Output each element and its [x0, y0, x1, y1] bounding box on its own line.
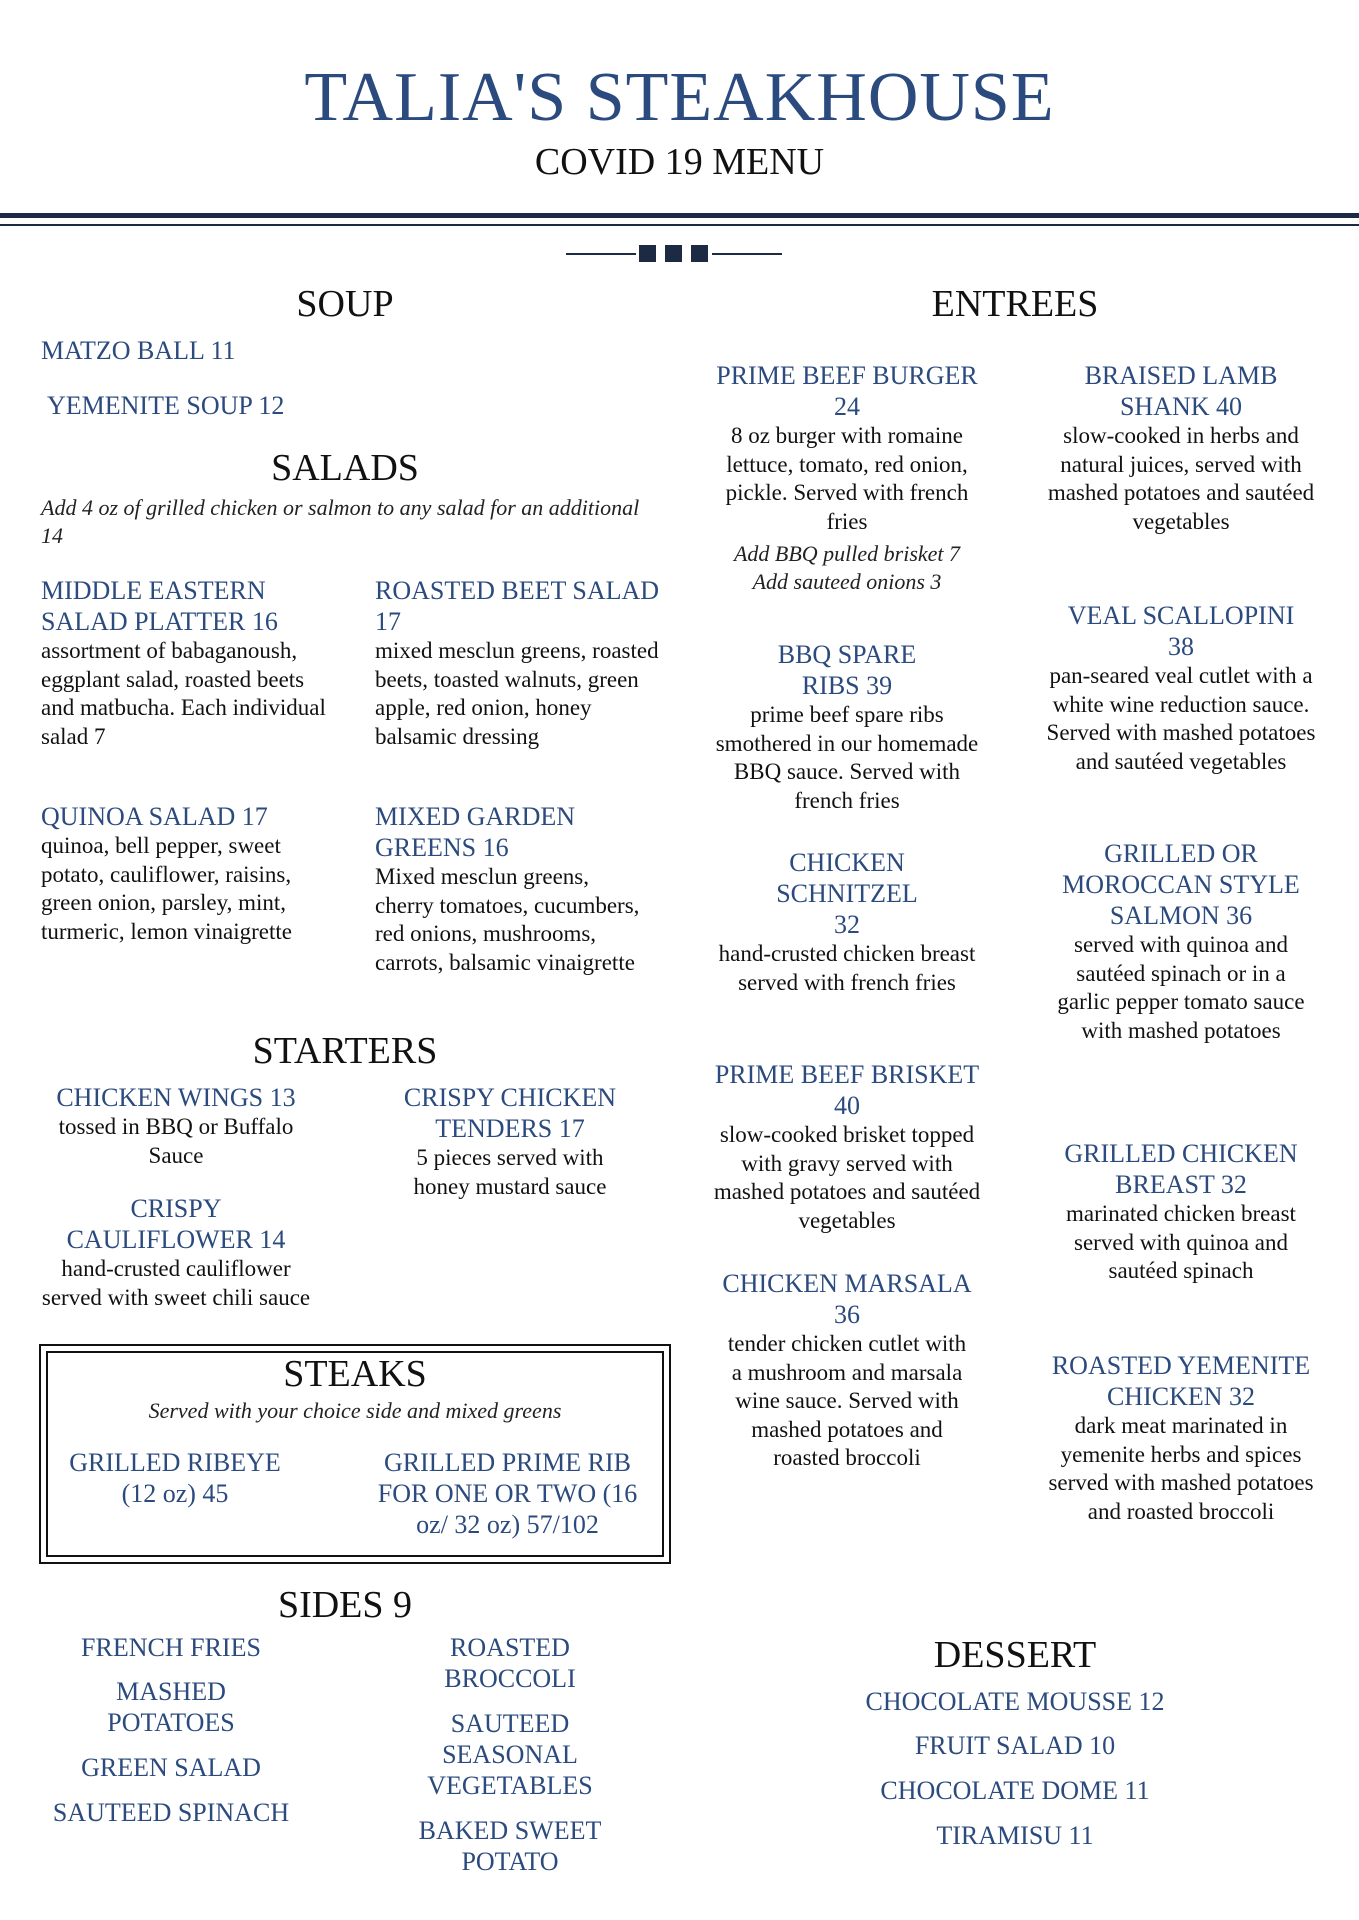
salad-desc: assortment of babaganoush, eggplant salad, roasted beets and matbucha. Each individual salad 7	[41, 638, 326, 749]
steaks-note: Served with your choice side and mixed greens	[148, 1398, 562, 1423]
starter-name: CRISPY CHICKEN TENDERS 17	[403, 1083, 617, 1143]
entree-name: CHICKEN MARSALA 36	[722, 1269, 972, 1329]
side-item: FRENCH FRIES	[81, 1633, 261, 1662]
entree-item	[1040, 600, 1322, 776]
entree-desc: prime beef spare ribs smothered in our homemade BBQ sauce. Served with french fries	[715, 702, 979, 813]
salad-name: MIXED GARDEN GREENS 16	[375, 802, 576, 862]
entree-desc: served with quinoa and sautéed spinach or in a garlic pepper tomato sauce with mashed potatoes	[1057, 932, 1305, 1043]
salads-note: Add 4 oz of grilled chicken or salmon to any salad for an additional 14	[41, 495, 640, 548]
salad-item	[375, 575, 665, 751]
dessert-heading: DESSERT	[933, 1634, 1097, 1676]
sides-heading: SIDES 9	[277, 1584, 413, 1626]
starter-item	[41, 1082, 311, 1170]
entree-item	[1040, 360, 1322, 536]
entree-desc: dark meat marinated in yemenite herbs and spices served with mashed potatoes and roasted broccoli	[1048, 1413, 1314, 1524]
dessert-item: TIRAMISU 11	[936, 1821, 1094, 1850]
entree-desc: marinated chicken breast served with quinoa and sautéed spinach	[1066, 1201, 1296, 1283]
entree-desc: hand-crusted chicken breast served with french fries	[718, 941, 976, 995]
entree-item	[707, 639, 987, 815]
steak-item: GRILLED PRIME RIB FOR ONE OR TWO (16 oz/ 32 oz) 57/102	[377, 1448, 638, 1539]
side-item: GREEN SALAD	[81, 1753, 261, 1782]
entree-item	[707, 1059, 987, 1235]
starter-name: CHICKEN WINGS 13	[56, 1083, 296, 1112]
entree-item	[707, 1268, 987, 1473]
starter-desc: 5 pieces served with honey mustard sauce	[413, 1145, 607, 1199]
starter-desc: tossed in BBQ or Buffalo Sauce	[58, 1114, 294, 1168]
salad-name: MIDDLE EASTERN SALAD PLATTER 16	[41, 576, 278, 636]
salad-desc: mixed mesclun greens, roasted beets, toasted walnuts, green apple, red onion, honey balsamic dressing	[375, 638, 659, 749]
starters-heading: STARTERS	[252, 1030, 438, 1072]
dessert-item: CHOCOLATE MOUSSE 12	[865, 1687, 1165, 1716]
entree-item	[707, 847, 987, 997]
dessert-item: FRUIT SALAD 10	[914, 1731, 1116, 1760]
soup-item: YEMENITE SOUP 12	[47, 391, 285, 420]
soup-heading: SOUP	[296, 283, 394, 325]
entree-desc: tender chicken cutlet with a mushroom and marsala wine sauce. Served with mashed potatoes and roasted broccoli	[727, 1331, 967, 1470]
soup-item: MATZO BALL 11	[41, 336, 236, 365]
steak-item: GRILLED RIBEYE (12 oz) 45	[69, 1448, 281, 1508]
side-item: BAKED SWEET POTATO	[418, 1816, 602, 1876]
restaurant-title: TALIA'S STEAKHOUSE	[304, 59, 1055, 136]
entree-name: PRIME BEEF BRISKET 40	[714, 1060, 980, 1120]
entree-desc: slow-cooked in herbs and natural juices, served with mashed potatoes and sautéed vegetables	[1047, 423, 1315, 534]
menu-subtitle: COVID 19 MENU	[534, 141, 825, 183]
side-item: ROASTED BROCCOLI	[444, 1633, 576, 1693]
header-rule-thin	[0, 224, 1359, 226]
steaks-heading: STEAKS	[283, 1353, 427, 1395]
salads-heading: SALADS	[271, 447, 419, 489]
starter-desc: hand-crusted cauliflower served with sweet chili sauce	[41, 1256, 311, 1310]
entree-name: PRIME BEEF BURGER 24	[716, 361, 978, 421]
entree-desc: 8 oz burger with romaine lettuce, tomato, red onion, pickle. Served with french fries	[725, 423, 969, 534]
salad-item	[41, 801, 321, 946]
salad-item	[41, 575, 341, 751]
starter-item	[392, 1082, 628, 1201]
salad-desc: Mixed mesclun greens, cherry tomatoes, cucumbers, red onions, mushrooms, carrots, balsamic vinaigrette	[375, 864, 640, 975]
entrees-heading: ENTREES	[931, 283, 1099, 325]
entree-name: BBQ SPARE RIBS 39	[777, 640, 917, 700]
entree-name: ROASTED YEMENITE CHICKEN 32	[1051, 1351, 1311, 1411]
entree-name: CHICKEN SCHNITZEL 32	[776, 848, 918, 939]
entree-item	[1040, 1350, 1322, 1526]
divider-ornament	[566, 244, 782, 264]
entree-addon: Add sauteed onions 3	[752, 569, 942, 594]
side-item: SAUTEED SPINACH	[52, 1798, 290, 1827]
entree-item	[707, 360, 987, 596]
side-item: MASHED POTATOES	[107, 1677, 235, 1737]
entree-name: GRILLED CHICKEN BREAST 32	[1064, 1139, 1298, 1199]
salad-desc: quinoa, bell pepper, sweet potato, cauliflower, raisins, green onion, parsley, mint, turmeric, lemon vinaigrette	[41, 833, 292, 944]
entree-desc: slow-cooked brisket topped with gravy served with mashed potatoes and sautéed vegetables	[713, 1122, 981, 1233]
header-rule-thick	[0, 213, 1359, 218]
entree-item	[1040, 1138, 1322, 1286]
dessert-item: CHOCOLATE DOME 11	[880, 1776, 1150, 1805]
entree-desc: pan-seared veal cutlet with a white wine reduction sauce. Served with mashed potatoes and sautéed vegetables	[1046, 663, 1316, 774]
salad-name: ROASTED BEET SALAD 17	[375, 576, 660, 636]
starter-name: CRISPY CAULIFLOWER 14	[66, 1194, 286, 1254]
entree-item	[1040, 838, 1322, 1045]
entree-name: VEAL SCALLOPINI 38	[1067, 601, 1295, 661]
entree-name: GRILLED OR MOROCCAN STYLE SALMON 36	[1062, 839, 1300, 930]
salad-name: QUINOA SALAD 17	[41, 802, 268, 831]
starter-item	[41, 1193, 311, 1312]
side-item: SAUTEED SEASONAL VEGETABLES	[427, 1709, 593, 1800]
salad-item	[375, 801, 645, 977]
entree-addon: Add BBQ pulled brisket 7	[733, 541, 961, 566]
entree-name: BRAISED LAMB SHANK 40	[1084, 361, 1278, 421]
